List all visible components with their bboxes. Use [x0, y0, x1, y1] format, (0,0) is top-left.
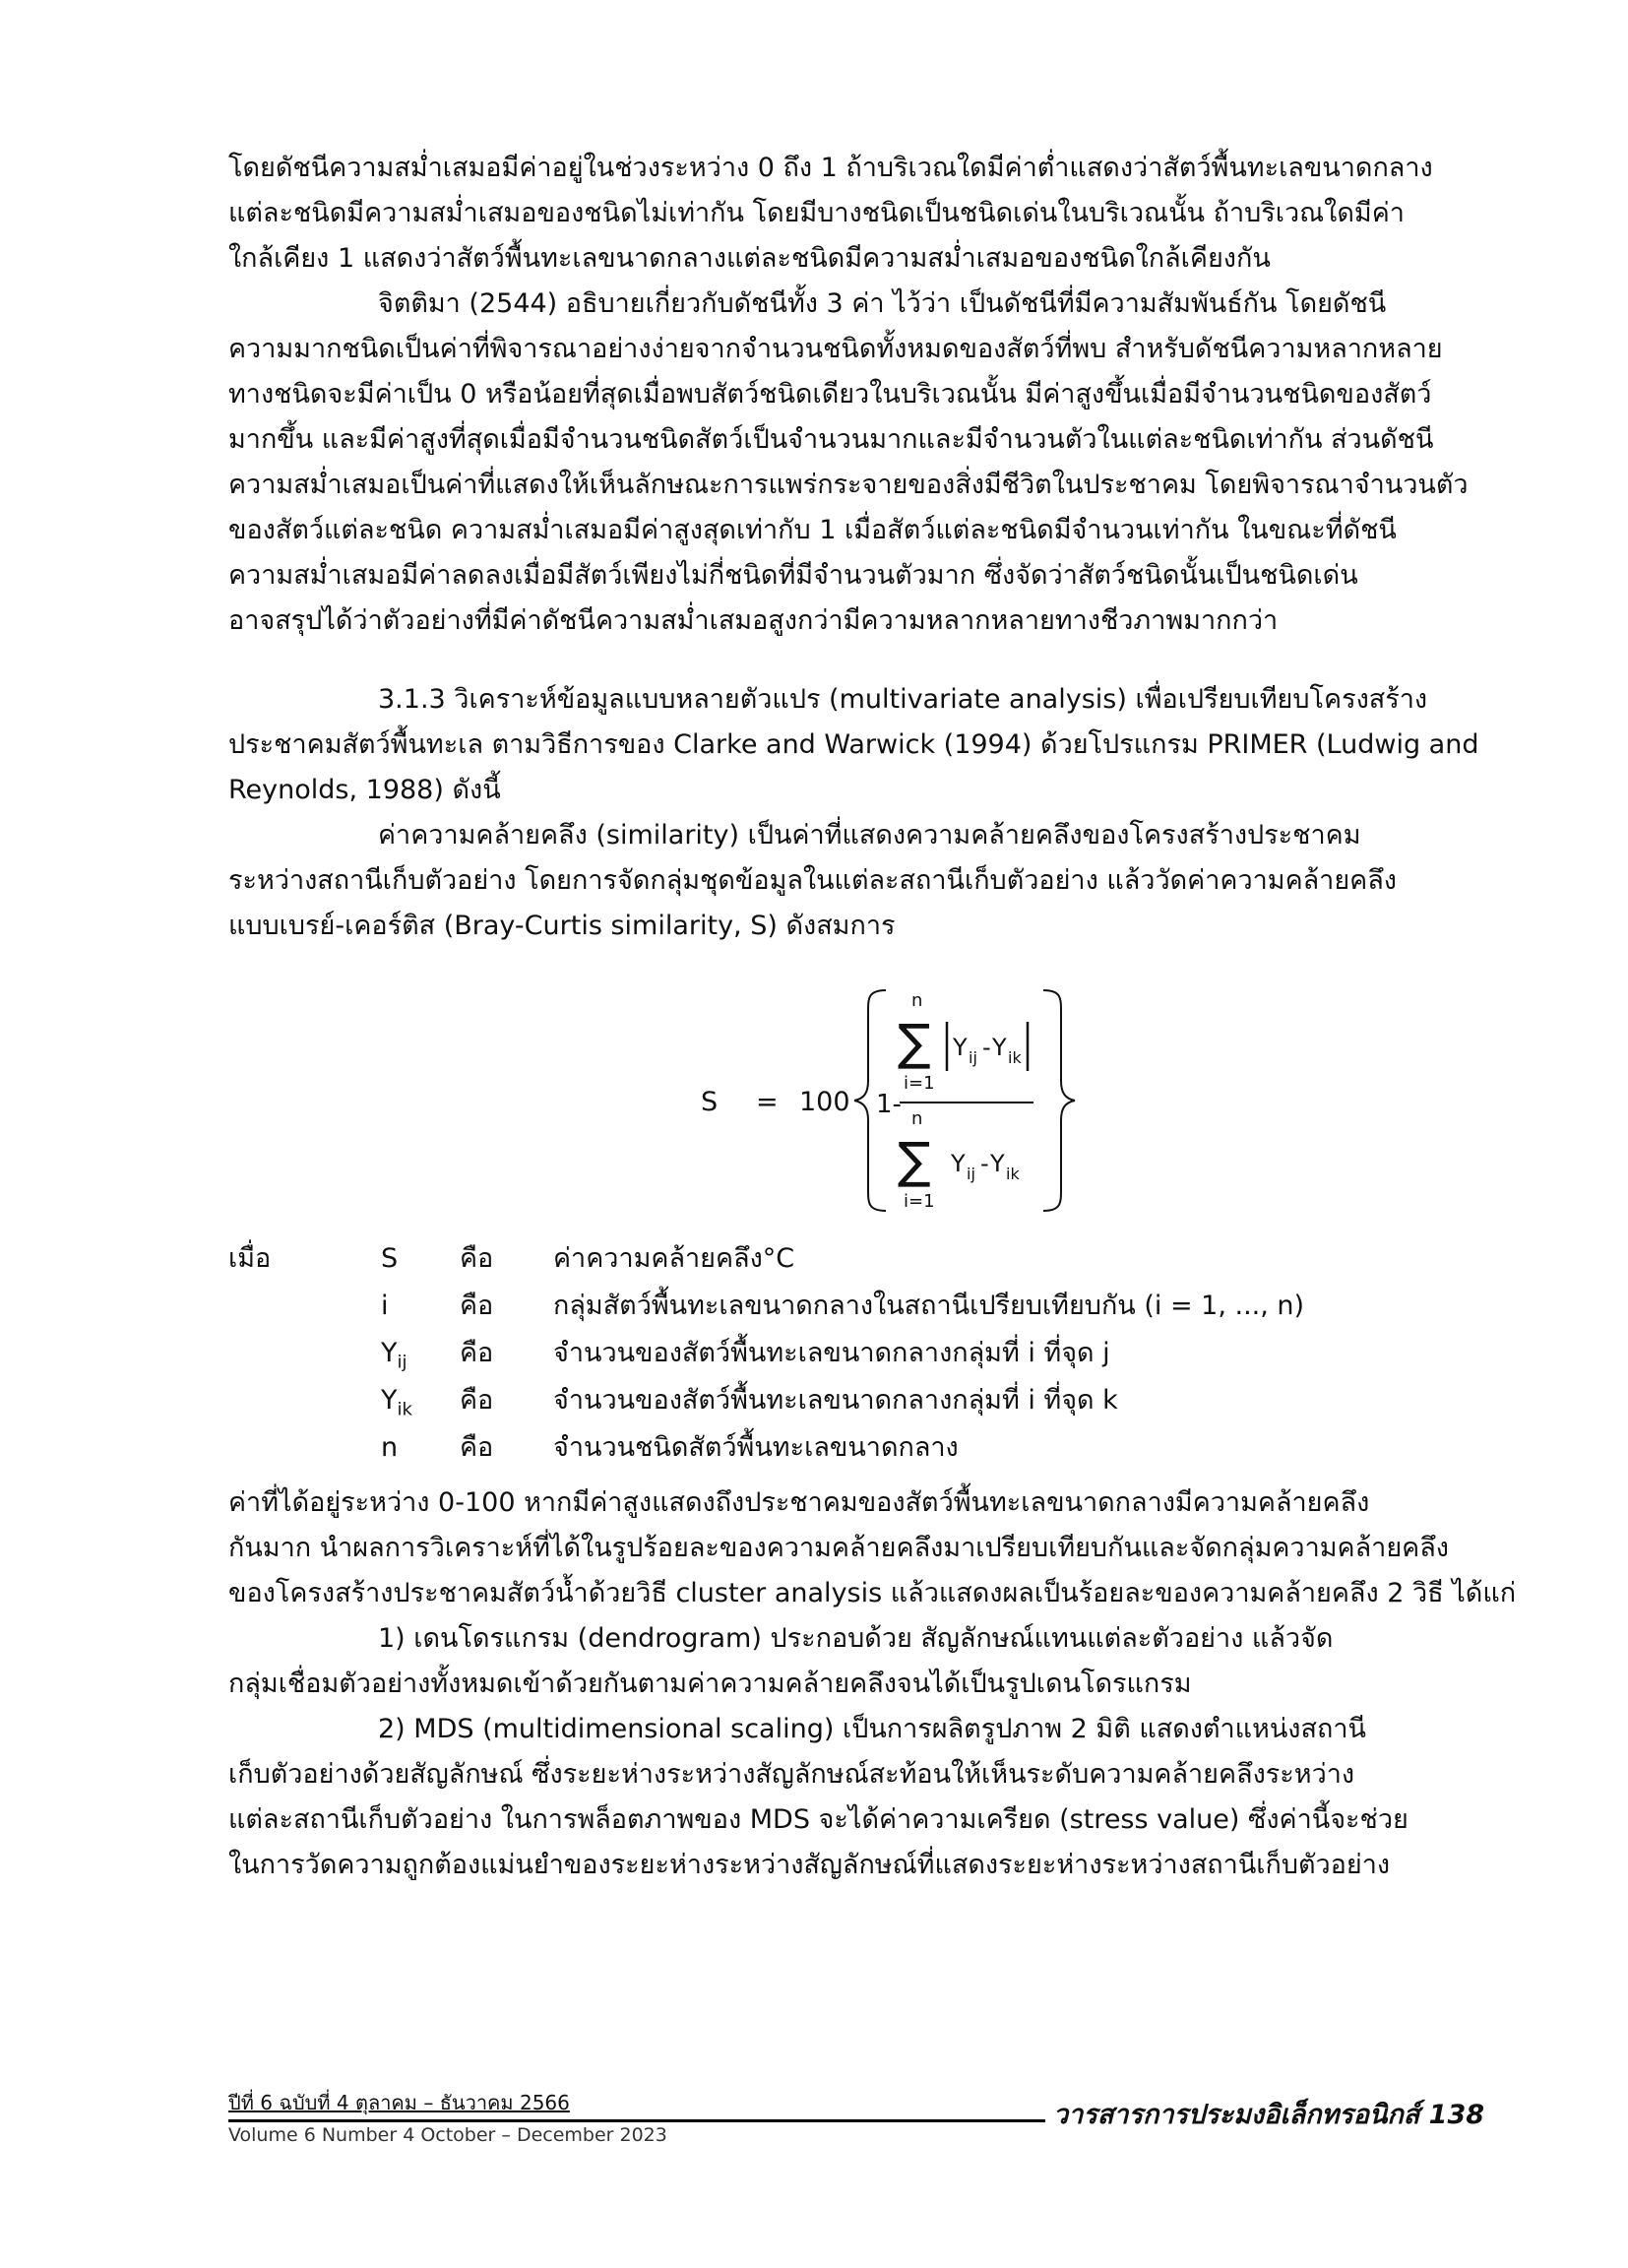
- text-line: ของโครงสร้างประชาคมสัตว์น้ำด้วยวิธี cluster analysis แล้วแสดงผลเป็นร้อยละของความคล้ายคลึง 2 วิธี ได้แก่: [228, 1578, 1517, 1608]
- paragraph-cluster-analysis: [228, 1480, 1517, 1616]
- def-symbol: i: [381, 1291, 389, 1321]
- issue-english: Volume 6 Number 4 October – December 2023: [228, 2124, 667, 2146]
- where-label: เมื่อ: [228, 1243, 272, 1274]
- eq-num-sub-ik: ik: [1008, 1048, 1022, 1067]
- eq-num-minus: -: [982, 1034, 991, 1061]
- eq-equals: =: [756, 1087, 779, 1117]
- variable-definitions: [228, 1235, 1469, 1472]
- eq-num-upper: n: [911, 990, 923, 1011]
- text-line: ประชาคมสัตว์พื้นทะเล ตามวิธีการของ Clarke and Warwick (1994) ด้วยโปรแกรม PRIMER (Ludwig and: [228, 729, 1479, 760]
- definition-row: [228, 1283, 1469, 1330]
- text-line: 1) เดนโดรแกรม (dendrogram) ประกอบด้วย สัญลักษณ์แทนแต่ละตัวอย่าง แล้วจัด: [378, 1623, 1334, 1654]
- text-line: Reynolds, 1988) ดังนี้: [228, 775, 501, 805]
- def-is: คือ: [460, 1338, 494, 1368]
- bray-curtis-equation: [689, 984, 1102, 1221]
- text-line: ค่าความคล้ายคลึง (similarity) เป็นค่าที่แสดงความคล้ายคลึงของโครงสร้างประชาคม: [378, 820, 1361, 850]
- eq-den-lower: i=1: [904, 1191, 935, 1212]
- definition-row: [228, 1330, 1469, 1377]
- text-line: ใกล้เคียง 1 แสดงว่าสัตว์พื้นทะเลขนาดกลางแต่ละชนิดมีความสม่ำเสมอของชนิดใกล้เคียงกัน: [228, 243, 1271, 274]
- eq-lhs: S: [701, 1087, 719, 1117]
- def-description: กลุ่มสัตว์พื้นทะเลขนาดกลางในสถานีเปรียบเทียบกัน (i = 1, ..., n): [553, 1291, 1305, 1321]
- paragraph-evenness: [228, 146, 1449, 282]
- eq-den-upper: n: [911, 1108, 923, 1129]
- text-line: เก็บตัวอย่างด้วยสัญลักษณ์ ซึ่งระยะห่างระหว่างสัญลักษณ์สะท้อนให้เห็นระดับความคล้ายคลึงระหว่าง: [228, 1759, 1355, 1790]
- eq-num-lower: i=1: [904, 1073, 935, 1094]
- text-line: 3.1.3 วิเคราะห์ข้อมูลแบบหลายตัวแปร (multivariate analysis) เพื่อเปรียบเทียบโครงสร้าง: [378, 684, 1428, 715]
- text-line: มากขึ้น และมีค่าสูงที่สุดเมื่อมีจำนวนชนิดสัตว์เป็นจำนวนมากและมีจำนวนตัวในแต่ละชนิดเท่ากัน ส่วนดัชนี: [228, 424, 1434, 455]
- def-symbol: S: [381, 1243, 399, 1274]
- text-line: แต่ละสถานีเก็บตัวอย่าง ในการพล็อตภาพของ MDS จะได้ค่าความเครียด (stress value) ซึ่งค่านี้จะช่วย: [228, 1804, 1409, 1835]
- text-line: โดยดัชนีความสม่ำเสมอมีค่าอยู่ในช่วงระหว่าง 0 ถึง 1 ถ้าบริเวณใดมีค่าต่ำแสดงว่าสัตว์พื้นทะเลขนาดกลาง: [228, 153, 1433, 183]
- def-is: คือ: [460, 1243, 494, 1274]
- definition-row: [228, 1235, 1469, 1283]
- page-number: 138: [1428, 2100, 1485, 2130]
- text-line: ในการวัดความถูกต้องแม่นยำของระยะห่างระหว่างสัญลักษณ์ที่แสดงระยะห่างระหว่างสถานีเก็บตัวอย่าง: [228, 1850, 1391, 1880]
- eq-den-y1: Y: [951, 1150, 966, 1177]
- def-description: จำนวนชนิดสัตว์พื้นทะเลขนาดกลาง: [553, 1432, 959, 1463]
- paragraph-multivariate: [228, 677, 1479, 813]
- text-line: แบบเบรย์-เคอร์ติส (Bray-Curtis similarity, S) ดังสมการ: [228, 911, 896, 941]
- def-symbol: n: [381, 1432, 399, 1463]
- text-line: จิตติมา (2544) อธิบายเกี่ยวกับดัชนีทั้ง 3 ค่า ไว้ว่า เป็นดัชนีที่มีความสัมพันธ์กัน โดยดัชนี: [378, 288, 1387, 319]
- def-is: คือ: [460, 1385, 494, 1416]
- eq-den-y2: Y: [990, 1150, 1005, 1177]
- eq-num-y1: Y: [953, 1034, 968, 1061]
- journal-name: วารสารการประมงอิเล็กทรอนิกส์ 138: [1053, 2100, 1485, 2130]
- text-line: ค่าที่ได้อยู่ระหว่าง 0-100 หากมีค่าสูงแสดงถึงประชาคมของสัตว์พื้นทะเลขนาดกลางมีความคล้ายคลึง: [228, 1487, 1370, 1518]
- text-line: ระหว่างสถานีเก็บตัวอย่าง โดยการจัดกลุ่มชุดข้อมูลในแต่ละสถานีเก็บตัวอย่าง แล้ววัดค่าความคล้ายคลึง: [228, 865, 1397, 896]
- text-line: ความสม่ำเสมอมีค่าลดลงเมื่อมีสัตว์เพียงไม่กี่ชนิดที่มีจำนวนตัวมาก ซึ่งจัดว่าสัตว์ชนิดนั้นเป็นชนิดเด่น: [228, 560, 1358, 591]
- eq-den-sum: ∑: [898, 1132, 931, 1189]
- def-is: คือ: [460, 1291, 494, 1321]
- issue-thai: ปีที่ 6 ฉบับที่ 4 ตุลาคม – ธันวาคม 2566: [228, 2091, 570, 2114]
- eq-one-minus: 1-: [876, 1090, 902, 1119]
- right-brace: [1043, 990, 1075, 1211]
- eq-num-sub-ij: ij: [969, 1048, 977, 1067]
- eq-num-y2: Y: [992, 1034, 1007, 1061]
- paragraph-dendrogram: [228, 1616, 1449, 1707]
- def-description: จำนวนของสัตว์พื้นทะเลขนาดกลางกลุ่มที่ i ที่จุด j: [553, 1338, 1110, 1368]
- text-line: ของสัตว์แต่ละชนิด ความสม่ำเสมอมีค่าสูงสุดเท่ากับ 1 เมื่อสัตว์แต่ละชนิดมีจำนวนเท่ากัน ในขณะที่ดัชนี: [228, 515, 1397, 545]
- def-symbol: $Y_{ik}$: [381, 1385, 412, 1420]
- text-line: แต่ละชนิดมีความสม่ำเสมอของชนิดไม่เท่ากัน โดยมีบางชนิดเป็นชนิดเด่นในบริเวณนั้น ถ้าบริเวณใดมีค่า: [228, 198, 1405, 228]
- eq-den-sub-ik: ik: [1006, 1165, 1020, 1183]
- text-line: ทางชนิดจะมีค่าเป็น 0 หรือน้อยที่สุดเมื่อพบสัตว์ชนิดเดียวในบริเวณนั้น มีค่าสูงขึ้นเมื่อมีจำนวนชนิดของสัตว์: [228, 379, 1432, 410]
- text-line: กันมาก นำผลการวิเคราะห์ที่ได้ในรูปร้อยละของความคล้ายคลึงมาเปรียบเทียบกันและจัดกลุ่มความคล้ายคลึง: [228, 1533, 1449, 1563]
- def-description: จำนวนของสัตว์พื้นทะเลขนาดกลางกลุ่มที่ i ที่จุด k: [553, 1385, 1118, 1416]
- eq-den-sub-ij: ij: [967, 1165, 975, 1183]
- text-line: อาจสรุปได้ว่าตัวอย่างที่มีค่าดัชนีความสม่ำเสมอสูงกว่ามีความหลากหลายทางชีวภาพมากกว่า: [228, 605, 1279, 636]
- paragraph-similarity: [228, 813, 1449, 949]
- text-line: 2) MDS (multidimensional scaling) เป็นการผลิตรูปภาพ 2 มิติ แสดงตำแหน่งสถานี: [378, 1714, 1366, 1744]
- text-line: ความสม่ำเสมอเป็นค่าที่แสดงให้เห็นลักษณะการแพร่กระจายของสิ่งมีชีวิตในประชาคม โดยพิจารณาจำนวนตัว: [228, 470, 1469, 500]
- definition-row: [228, 1377, 1469, 1424]
- footer-rule: [228, 2119, 1045, 2122]
- paragraph-index-summary: [228, 282, 1469, 644]
- paragraph-mds: [228, 1707, 1449, 1888]
- eq-num-sum: ∑: [898, 1014, 931, 1071]
- text-line: กลุ่มเชื่อมตัวอย่างทั้งหมดเข้าด้วยกันตามค่าความคล้ายคลึงจนได้เป็นรูปเดนโดรแกรม: [228, 1669, 1192, 1699]
- def-is: คือ: [460, 1432, 494, 1463]
- eq-den-minus: -: [980, 1150, 989, 1177]
- definition-row: [228, 1424, 1469, 1472]
- eq-coefficient: 100: [799, 1087, 850, 1117]
- def-description: ค่าความคล้ายคลึง°C: [553, 1243, 795, 1274]
- def-symbol: $Y_{ij}$: [381, 1338, 407, 1373]
- text-line: ความมากชนิดเป็นค่าที่พิจารณาอย่างง่ายจากจำนวนชนิดทั้งหมดของสัตว์ที่พบ สำหรับดัชนีความหลากหลาย: [228, 334, 1443, 364]
